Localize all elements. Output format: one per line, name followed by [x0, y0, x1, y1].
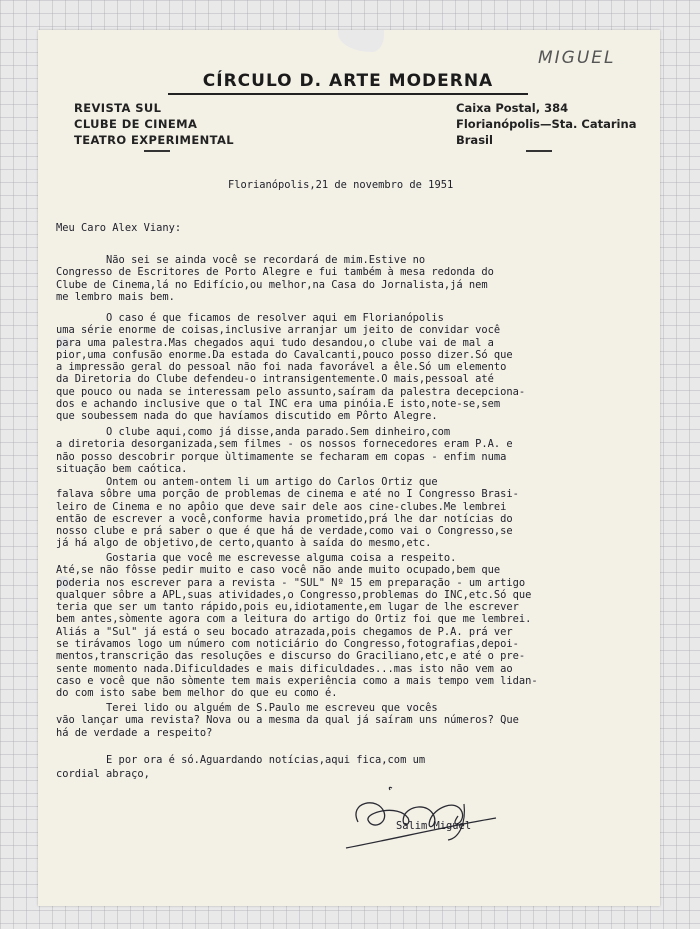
text-line: se tirávamos logo um número com noticiário do Congresso,fotografias,depoi-	[56, 638, 519, 651]
letterhead-right-line: Florianópolis—Sta. Catarina	[456, 117, 637, 131]
text-line: que pouco ou nada se interessam pelo assunto,saíram da palestra decepciona-	[56, 385, 526, 398]
text-line: Gostaria que você me escrevesse alguma coisa a respeito.	[56, 552, 457, 564]
text-line: me lembro mais bem.	[56, 290, 175, 303]
handwritten-annotation: MIGUEL	[538, 48, 616, 68]
text-line: então de escrever a você,conforme havia prometido,prá lhe dar notícias do	[56, 512, 513, 525]
text-line: pior,uma confusão enorme.Da estada do Cavalcanti,pouco posso dizer.Só que	[56, 348, 513, 361]
text-line: a diretoria desorganizada,sem filmes - os nossos fornecedores eram P.A. e	[56, 438, 513, 451]
letterhead-left-line: TEATRO EXPERIMENTAL	[74, 133, 235, 147]
text-line: falava sôbre uma porção de problemas de cinema e até no I Congresso Brasi-	[56, 488, 519, 501]
text-line: Ontem ou antem-ontem li um artigo do Carlos Ortiz que	[56, 476, 438, 488]
salutation: Meu Caro Alex Viany:	[56, 222, 182, 234]
signature	[338, 782, 498, 852]
signature-scrawl	[338, 782, 498, 852]
text-line: da Diretoria do Clube defendeu-o intransigentemente.O mais,pessoal até	[56, 373, 494, 386]
text-line: a impressão geral do pessoal não foi nada favorável a êle.Só um elemento	[56, 361, 507, 374]
text-line: para uma palestra.Mas chegados aqui tudo desandou,o clube vai de mal a	[56, 336, 494, 349]
letterhead-left-rule	[144, 150, 170, 152]
text-line: Congresso de Escritores de Porto Alegre e fui também à mesa redonda do	[56, 266, 494, 279]
text-line: vão lançar uma revista? Nova ou a mesma da qual já saíram uns números? Que	[56, 714, 519, 727]
letterhead-right-line: Brasil	[456, 133, 493, 147]
letterhead-left-line: CLUBE DE CINEMA	[74, 117, 198, 131]
text-line: dos e achando inclusive que o tal INC era uma pinóia.E isto,note-se,sem	[56, 398, 501, 411]
letterhead-left-line: REVISTA SUL	[74, 101, 162, 115]
text-line: bem antes,sòmente agora com a leitura do artigo do Ortiz foi que me lembrei.	[56, 613, 532, 626]
paragraph-5	[56, 552, 656, 700]
letterhead-title: CÍRCULO D. ARTE MODERNA	[202, 71, 494, 91]
text-line: Não sei se ainda você se recordará de mim.Estive no	[56, 254, 426, 266]
text-line: que soubessem nada do que havíamos discutido em Pôrto Alegre.	[56, 410, 438, 423]
text-line: leiro de Cinema e no apôio que deve sair dele aos cine-clubes.Me lembrei	[56, 500, 507, 513]
text-line: uma série enorme de coisas,inclusive arranjar um jeito de convidar você	[56, 324, 501, 337]
text-line: Clube de Cinema,lá no Edifício,ou melhor,na Casa do Jornalista,já nem	[56, 278, 488, 291]
paper-tear	[338, 30, 384, 52]
date-line: Florianópolis,21 de novembro de 1951	[228, 179, 454, 191]
text-line: sente momento nada.Dificuldades e mais dificuldades...mas isto não vem ao	[56, 662, 513, 675]
text-line: O clube aqui,como já disse,anda parado.Sem dinheiro,com	[56, 426, 451, 438]
text-line: há de verdade a respeito?	[56, 726, 213, 739]
text-line: mentos,transcrição das resoluções e discurso do Graciliano,etc,e até o pre-	[56, 650, 526, 663]
text-line: Terei lido ou alguém de S.Paulo me escreveu que vocês	[56, 702, 438, 714]
text-line: caso e você que não sòmente tem mais experiência como a mais tempo vem lidan-	[56, 674, 538, 687]
paragraph-3	[56, 426, 656, 475]
paragraph-6	[56, 702, 656, 739]
letter-paper	[38, 30, 660, 906]
text-line: Aliás a "Sul" já está o seu bocado atrazada,pois chegamos de P.A. prá ver	[56, 625, 513, 638]
letterhead-left	[74, 100, 234, 148]
text-line: situação bem caótica.	[56, 462, 188, 475]
letterhead-right	[456, 100, 636, 148]
letterhead-right-rule	[526, 150, 552, 152]
text-line: já há algo de objetivo,de certo,quanto à saída do mesmo,etc.	[56, 537, 432, 550]
paragraph-7	[56, 754, 656, 781]
text-line: qualquer sôbre a APL,suas atividades,o Congresso,problemas do INC,etc.Só que	[56, 588, 532, 601]
text-line: teria que ser um tanto rápido,pois eu,idiotamente,em lugar de lhe escrever	[56, 601, 519, 614]
text-line: poderia nos escrever para a revista - "SUL" Nº 15 em preparação - um artigo	[56, 576, 526, 589]
text-line: O caso é que ficamos de resolver aqui em Florianópolis	[56, 312, 444, 324]
text-line: do com isto sabe bem melhor do que eu como é.	[56, 687, 338, 700]
text-line: cordial abraço,	[56, 768, 150, 781]
paragraph-1	[56, 254, 656, 303]
text-line: E por ora é só.Aguardando notícias,aqui fica,com um	[56, 754, 426, 766]
text-line: Até,se não fôsse pedir muito e caso você não ande muito ocupado,bem que	[56, 564, 501, 577]
letterhead-rule	[168, 93, 528, 95]
signature-typed-name: Salim Miguel	[396, 820, 472, 832]
paragraph-4	[56, 476, 656, 550]
paragraph-2	[56, 312, 656, 423]
letterhead-right-line: Caixa Postal, 384	[456, 101, 569, 115]
text-line: nosso clube e prá saber o que é que há de verdade,como vai o Congresso,se	[56, 525, 513, 538]
text-line: não posso descobrir porque ùltimamente se fecharam em copas - enfim numa	[56, 450, 507, 463]
